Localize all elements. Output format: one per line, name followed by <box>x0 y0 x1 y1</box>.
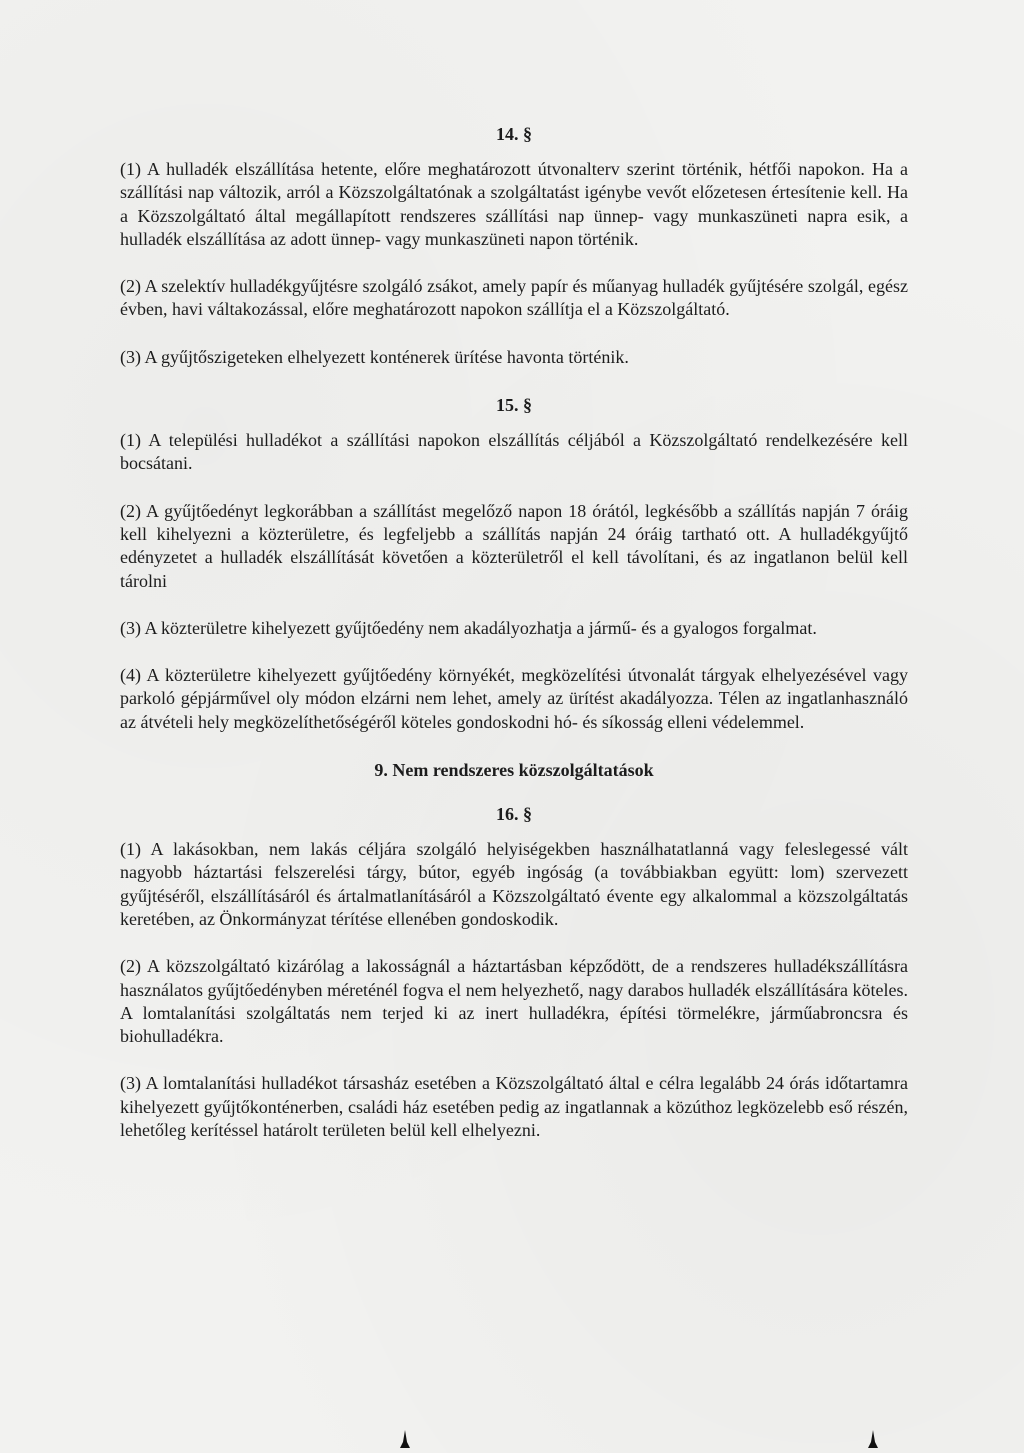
section-16-paragraph-3: (3) A lomtalanítási hulladékot társasház esetében a Közszolgáltató által e célra legalább 24 órás időtartamra kihelyezett gyűjtőkonténerben, családi ház esetében pedig az ingatlannak a közúthoz legközelebb eső részén, lehetőleg kerítéssel határolt területen belül kell elhelyezni. <box>120 1073 908 1141</box>
document-body <box>120 122 908 1142</box>
section-15-paragraph-2: (2) A gyűjtőedényt legkorábban a szállítást megelőző napon 18 órától, legkésőbb a szállítás napján 7 óráig kell kihelyezni a közterületre, és legfeljebb a szállítás napján 24 óráig tartható ott. A hulladékgyűjtő edényzetet a hulladék elszállítását követően a közterületről el kell távolítani, és az ingatlanon belül kell tárolni <box>120 500 908 591</box>
section-14-paragraph-3: (3) A gyűjtőszigeteken elhelyezett konténerek ürítése havonta történik. <box>120 346 629 367</box>
section-14-heading: 14. § <box>496 124 532 144</box>
chapter-9-title: 9. Nem rendszeres közszolgáltatások <box>374 760 654 781</box>
section-14-paragraph-2: (2) A szelektív hulladékgyűjtésre szolgáló zsákot, amely papír és műanyag hulladék gyűjtésére szolgál, egész évben, havi váltakozással, előre meghatározott napokon szállítja el a Közszolgáltató. <box>120 276 908 320</box>
section-15-paragraph-4: (4) A közterületre kihelyezett gyűjtőedény környékét, megközelítési útvonalát tárgyak elhelyezésével vagy parkoló gépjárművel oly módon elzárni nem lehet, amely az ürítést akadályozza. Télen az ingatlanhasználó az átvételi hely megközelíthetőségéről köteles gondoskodni hó- és síkosság elleni védelemmel. <box>120 665 908 732</box>
section-16-heading: 16. § <box>496 804 532 825</box>
section-14-paragraph-1: (1) A hulladék elszállítása hetente, előre meghatározott útvonalterv szerint történik, hétfői napokon. Ha a szállítási nap változik, arról a Közszolgáltatónak a szolgáltatást igénybe vevőt előzetesen értesítenie kell. Ha a Közszolgáltató által megállapított rendszeres szállítási nap ünnep- vagy munkaszüneti napra esik, a hulladék elszállítása az adott ünnep- vagy munkaszüneti napon történik. <box>120 159 908 249</box>
section-15-paragraph-1: (1) A települési hulladékot a szállítási napokon elszállítás céljából a Közszolgáltató rendelkezésére kell bocsátani. <box>120 430 908 474</box>
scan-mark-right <box>868 1430 878 1448</box>
section-16-paragraph-2: (2) A közszolgáltató kizárólag a lakosságnál a háztartásban képződött, de a rendszeres hulladékszállításra használatos gyűjtőedényben méreténél fogva el nem helyezhető, nagy darabos hulladék elszállítására köteles. A lomtalanítási szolgáltatás nem terjed ki az inert hulladékra, építési törmelékre, járműabroncsra és biohulladékra. <box>120 956 908 1047</box>
section-15-heading: 15. § <box>496 395 532 416</box>
section-16-paragraph-1: (1) A lakásokban, nem lakás céljára szolgáló helyiségekben használhatatlanná vagy feleslegessé vált nagyobb háztartási felszerelési tárgy, bútor, egyéb ingóság (a továbbiakban együtt: lom) szervezett gyűjtéséről, elszállításáról és ártalmatlanításáról a Közszolgáltató évente egy alkalommal a közszolgáltatás keretében, az Önkormányzat térítése ellenében gondoskodik. <box>120 839 908 929</box>
section-15-paragraph-3: (3) A közterületre kihelyezett gyűjtőedény nem akadályozhatja a jármű- és a gyalogos forgalmat. <box>120 617 817 638</box>
scan-mark-left <box>400 1430 410 1448</box>
